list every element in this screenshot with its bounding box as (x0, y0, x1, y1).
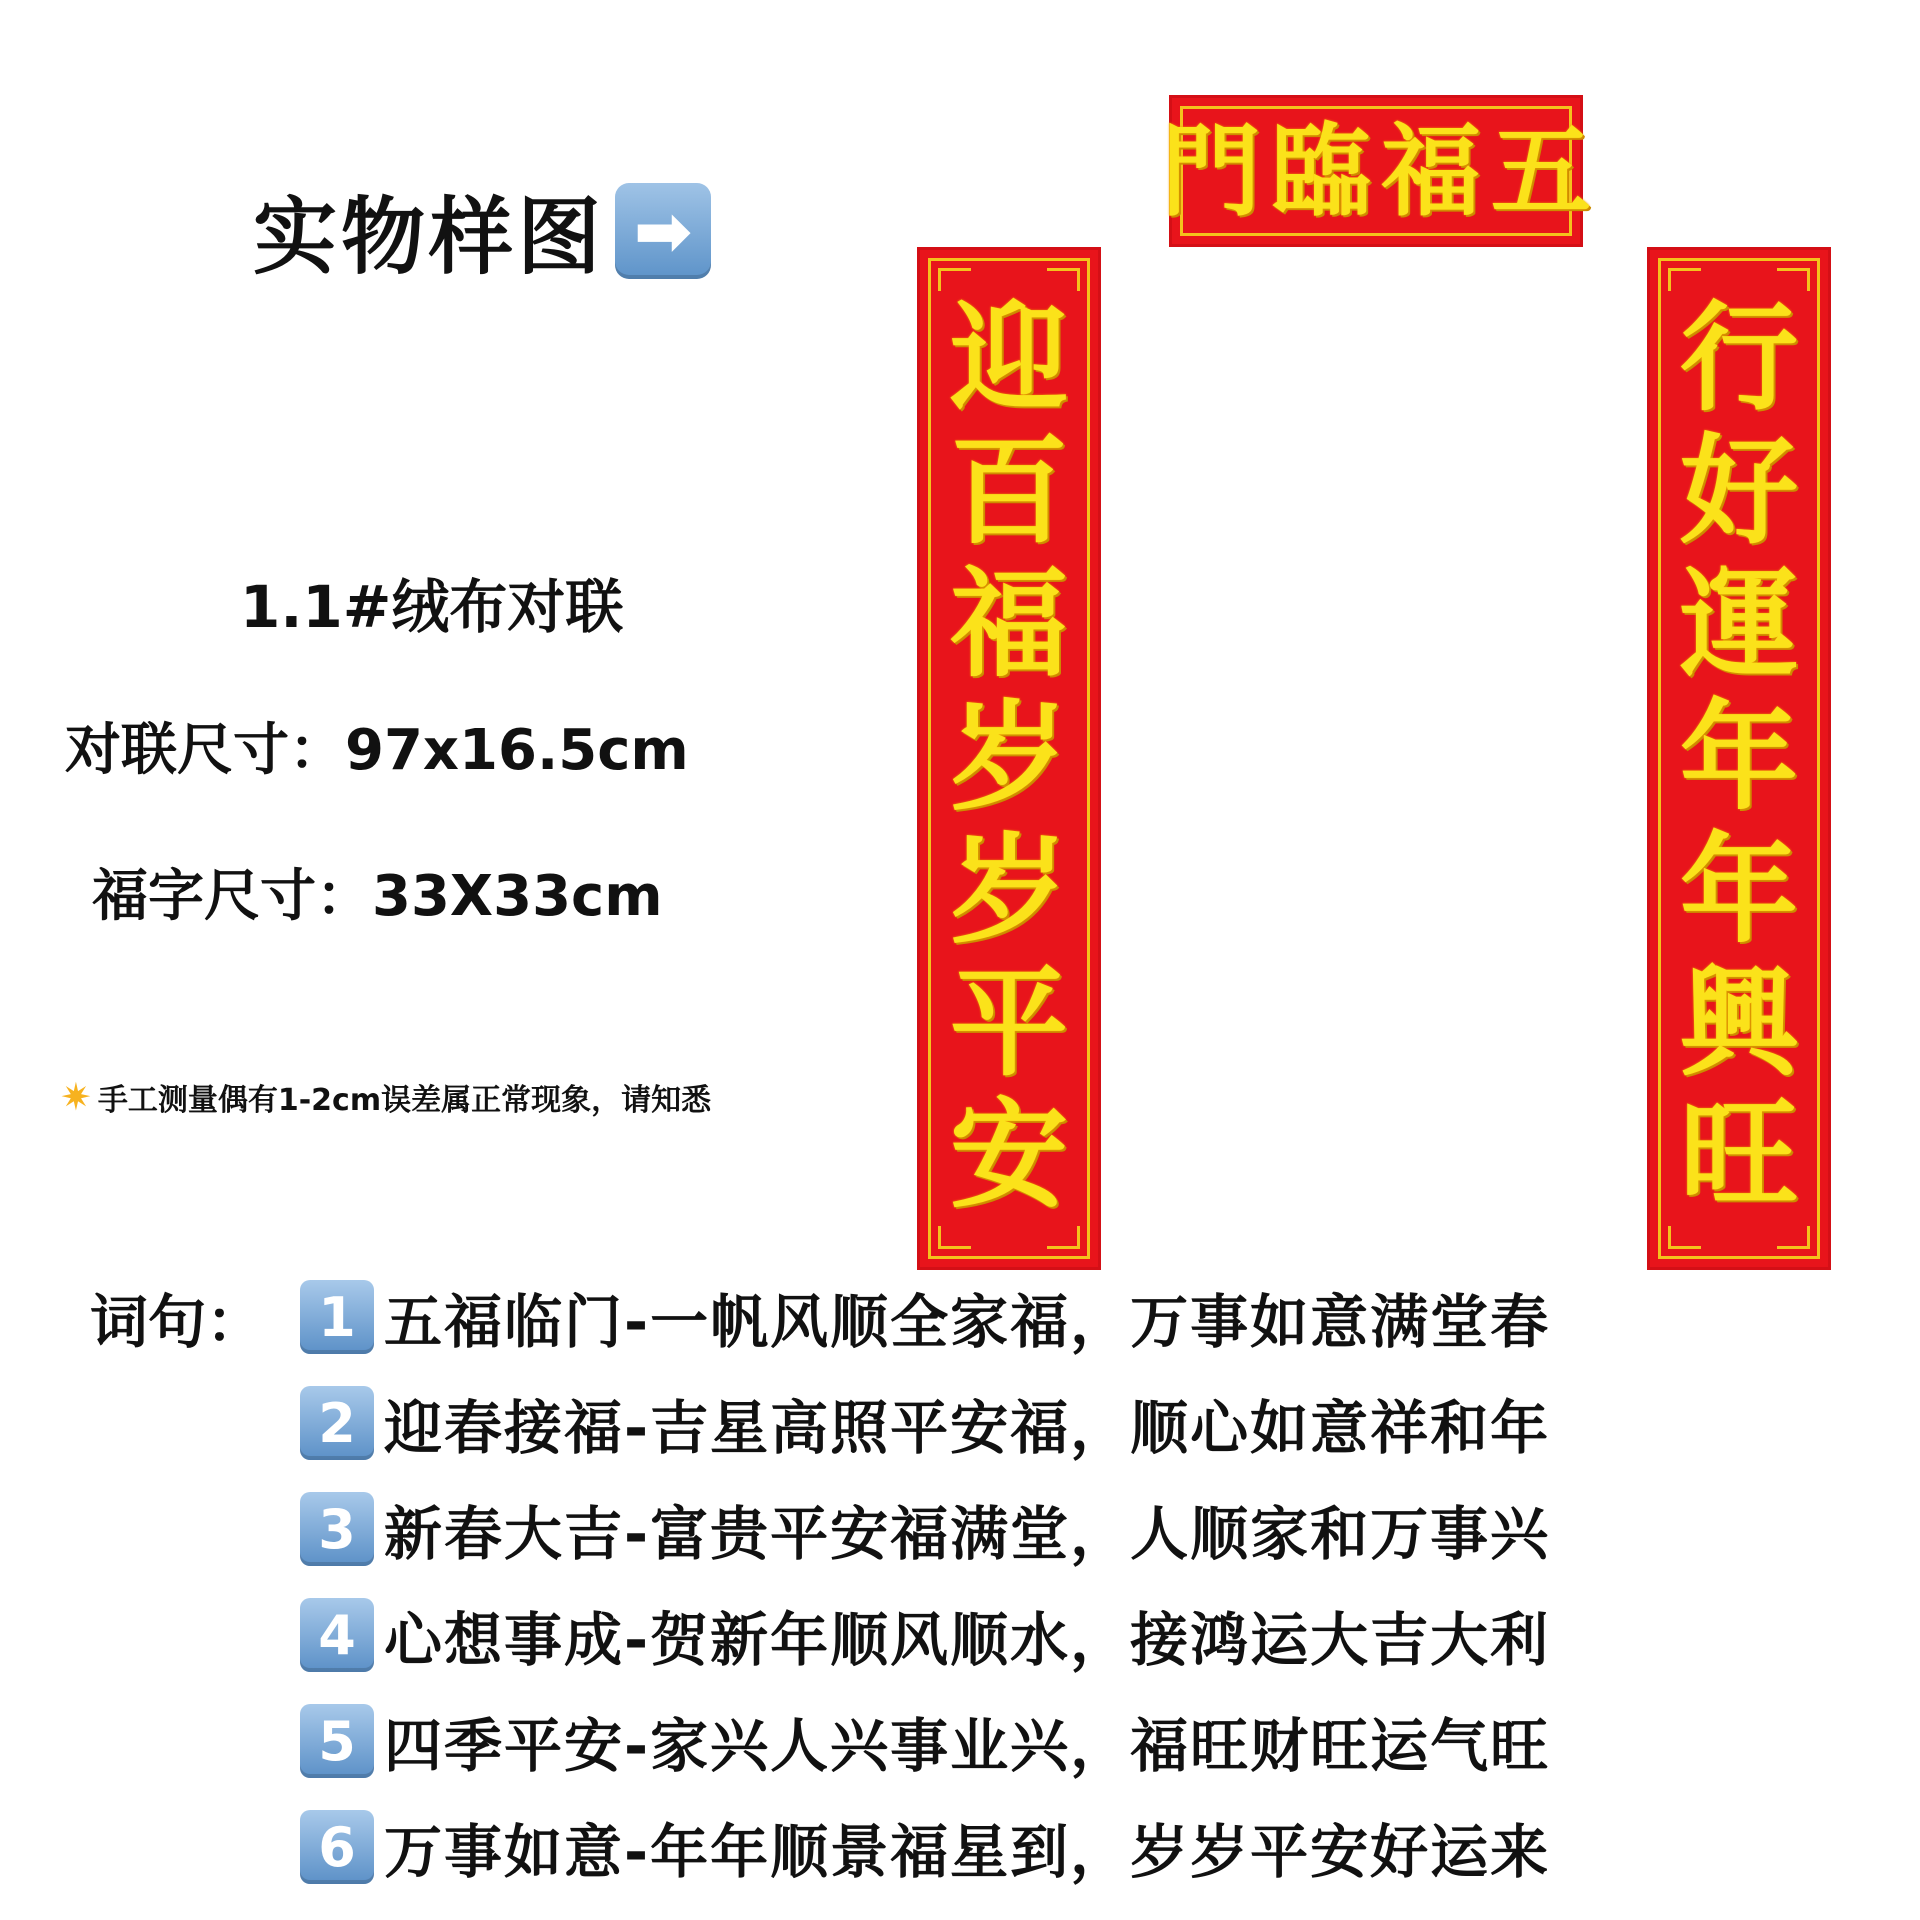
verse-item (300, 1805, 1550, 1889)
title-text: 实物样图 (253, 188, 606, 286)
right-couplet-text (1650, 288, 1828, 1225)
couplet-char: 百 (949, 421, 1068, 561)
verse-text: 万事如意-年年顺景福星到，岁岁平安好运来 (384, 1818, 1551, 1886)
couplet-char: 運 (1679, 554, 1798, 694)
number-1-keycap-icon: 1 (300, 1280, 374, 1354)
couplet-char: 福 (949, 554, 1068, 694)
left-couplet-image (920, 250, 1098, 1267)
number-2-keycap-icon: 2 (300, 1386, 374, 1460)
measurement-note (60, 1075, 711, 1119)
verse-item (300, 1275, 1550, 1359)
horizontal-scroll-text (1161, 98, 1591, 244)
scroll-char: 臨 (1271, 112, 1371, 230)
right-arrow-icon: ➡ (615, 183, 711, 279)
verse-item (300, 1699, 1550, 1783)
verse-text: 新春大吉-富贵平安福满堂，人顺家和万事兴 (384, 1500, 1551, 1568)
verse-text: 迎春接福-吉星高照平安福，顺心如意祥和年 (384, 1394, 1551, 1462)
couplet-char: 迎 (949, 288, 1068, 428)
couplet-char: 年 (1679, 819, 1798, 959)
couplet-char: 旺 (1679, 1085, 1798, 1225)
couplet-char: 行 (1679, 288, 1798, 428)
verse-text: 四季平安-家兴人兴事业兴，福旺财旺运气旺 (384, 1712, 1551, 1780)
product-name: 1.1#绒布对联 (240, 573, 624, 641)
corner-ornament (938, 1226, 971, 1249)
scroll-char: 福 (1381, 112, 1481, 230)
couplet-char: 平 (949, 952, 1068, 1092)
note-text: 手工测量偶有1-2cm误差属正常现象，请知悉 (97, 1083, 712, 1118)
couplet-size: 对联尺寸：97x16.5cm (65, 718, 689, 783)
couplet-char: 興 (1679, 952, 1798, 1092)
verse-text: 五福临门-一帆风顺全家福，万事如意满堂春 (384, 1288, 1551, 1356)
corner-ornament (1047, 1226, 1080, 1249)
verse-item (300, 1381, 1550, 1465)
verses-label: 词句： (90, 1288, 265, 1356)
couplet-char: 好 (1679, 421, 1798, 561)
corner-ornament (1668, 1226, 1701, 1249)
page-title (253, 170, 711, 291)
couplet-char: 岁 (949, 686, 1068, 826)
verse-item (300, 1487, 1550, 1571)
number-6-keycap-icon: 6 (300, 1810, 374, 1884)
horizontal-scroll-image (1161, 98, 1591, 244)
couplet-char: 安 (949, 1085, 1068, 1225)
scroll-char: 五 (1491, 112, 1591, 230)
number-3-keycap-icon: 3 (300, 1492, 374, 1566)
scroll-char: 門 (1161, 112, 1261, 230)
couplet-char: 年 (1679, 686, 1798, 826)
verse-text: 心想事成-贺新年顺风顺水，接鸿运大吉大利 (384, 1606, 1551, 1674)
couplet-char: 岁 (949, 819, 1068, 959)
right-couplet-image (1650, 250, 1828, 1267)
star-icon: ✷ (60, 1075, 92, 1119)
fu-size: 福字尺寸：33X33cm (92, 864, 663, 929)
verse-item (300, 1593, 1550, 1677)
left-couplet-text (920, 288, 1098, 1225)
corner-ornament (1777, 1226, 1810, 1249)
number-5-keycap-icon: 5 (300, 1704, 374, 1778)
number-4-keycap-icon: 4 (300, 1598, 374, 1672)
